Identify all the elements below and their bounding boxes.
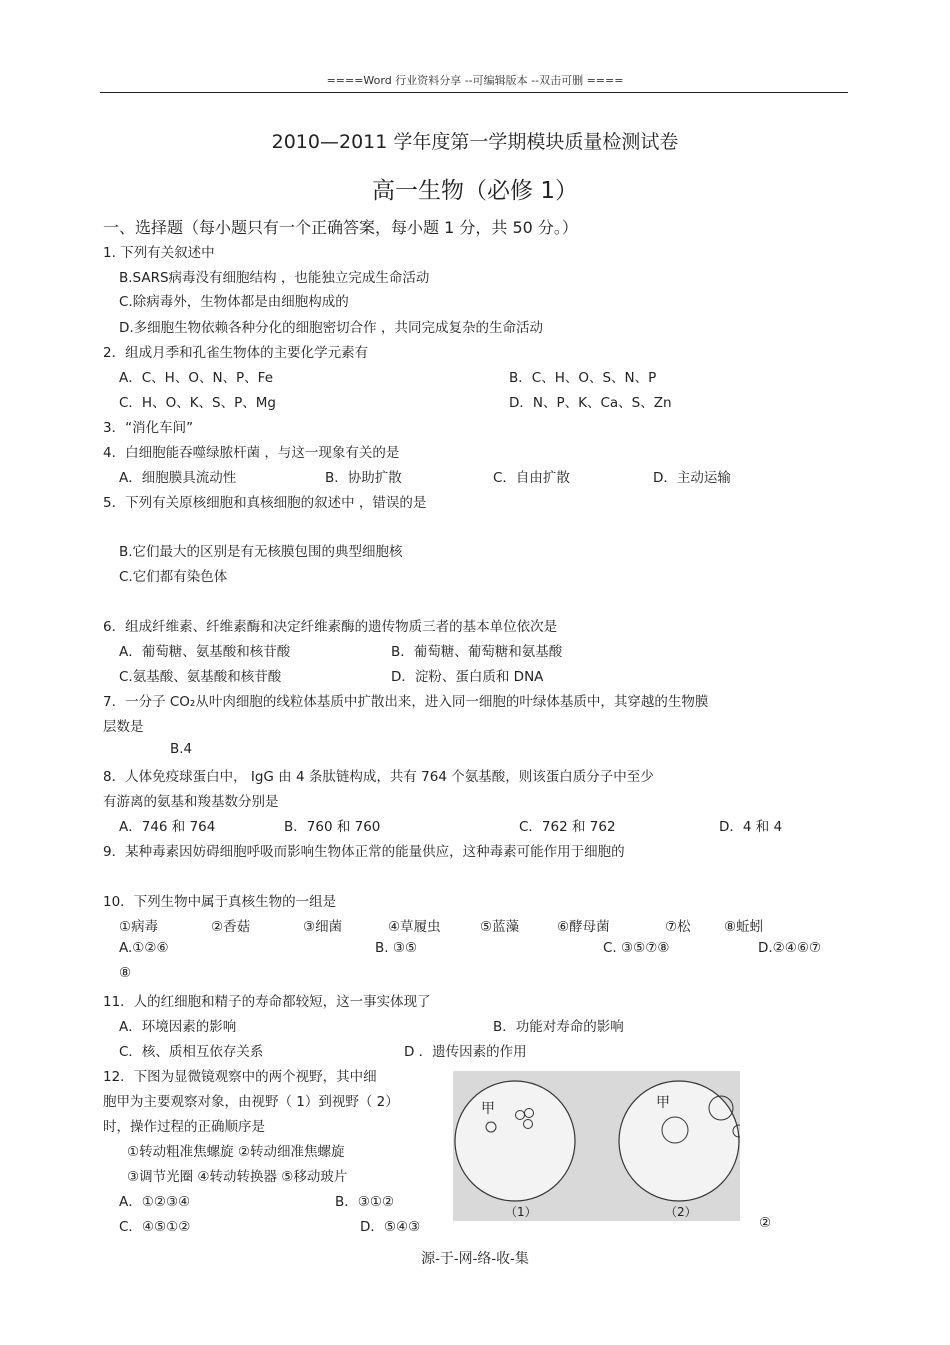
q10-stem: 10．下列生物中属于真核生物的一组是 — [103, 894, 337, 910]
field-1-label: （1） — [505, 1205, 537, 1219]
q10-item: ⑥酵母菌 — [557, 919, 610, 935]
q4-stem: 4．白细胞能吞噬绿脓杆菌 ，与这一现象有关的是 — [103, 445, 400, 461]
field-1-cell-label: 甲 — [481, 1101, 495, 1117]
q4-option-d: D．主动运输 — [653, 470, 731, 486]
q6-option-d: D．淀粉、蛋白质和 DNA — [391, 669, 544, 685]
exam-subtitle: 高一生物（必修 1） — [372, 178, 578, 204]
q5-stem: 5．下列有关原核细胞和真核细胞的叙述中 ，错误的是 — [103, 495, 427, 511]
q12-option-a: A．①②③④ — [119, 1194, 191, 1210]
q11-stem: 11．人的红细胞和精子的寿命都较短，这一事实体现了 — [103, 994, 431, 1010]
q11-option-d: D ．遗传因素的作用 — [404, 1044, 527, 1060]
q12-option-d-tail: ② — [759, 1215, 772, 1231]
q12-stem-line3: 时，操作过程的正确顺序是 — [103, 1119, 265, 1135]
q8-option-d: D．4 和 4 — [719, 819, 783, 835]
field-1-circle — [455, 1081, 575, 1201]
microscope-fields-figure — [453, 1071, 740, 1221]
q2-option-d: D．N、P、K、Ca、S、Zn — [509, 395, 672, 411]
q7-stem: 7．一分子 CO₂从叶肉细胞的线粒体基质中扩散出来，进入同一细胞的叶绿体基质中，其穿越的生物膜 — [103, 694, 709, 710]
q11-option-b: B．功能对寿命的影响 — [493, 1019, 624, 1035]
q10-option-d: D.②④⑥⑦ — [758, 940, 822, 956]
q5-option-b: B.它们最大的区别是有无核膜包围的典型细胞核 — [119, 544, 403, 560]
q10-item: ③细菌 — [303, 919, 343, 935]
q10-item: ②香菇 — [211, 919, 251, 935]
q2-stem: 2．组成月季和孔雀生物体的主要化学元素有 — [103, 345, 369, 361]
q1-option-d: D.多细胞生物依赖各种分化的细胞密切合作 ，共同完成复杂的生命活动 — [119, 320, 543, 336]
q12-stem-line2: 胞甲为主要观察对象，由视野（ 1）到视野（ 2） — [103, 1094, 399, 1110]
page-footer: 源-于-网-络-收-集 — [421, 1251, 529, 1267]
q1-option-c: C.除病毒外，生物体都是由细胞构成的 — [119, 294, 349, 310]
q10-option-d-cont: ⑧ — [119, 965, 132, 981]
q5-option-c: C.它们都有染色体 — [119, 569, 228, 585]
q8-stem: 8．人体免疫球蛋白中， IgG 由 4 条肽链构成，共有 764 个氨基酸，则该蛋白质分子中至少 — [103, 769, 654, 785]
q12-option-b: B．③①② — [335, 1194, 395, 1210]
q10-item: ⑤蓝藻 — [480, 919, 520, 935]
q6-option-c: C.氨基酸、氨基酸和核苷酸 — [119, 669, 282, 685]
q9-stem: 9．某种毒素因妨碍细胞呼吸而影响生物体正常的能量供应，这种毒素可能作用于细胞的 — [103, 844, 625, 860]
q12-steps-line2: ③调节光圈 ④转动转换器 ⑤移动玻片 — [127, 1169, 348, 1185]
q12-steps-line1: ①转动粗准焦螺旋 ②转动细准焦螺旋 — [127, 1144, 345, 1160]
exam-title: 2010—2011 学年度第一学期模块质量检测试卷 — [271, 131, 679, 153]
q6-stem: 6．组成纤维素、纤维素酶和决定纤维素酶的遗传物质三者的基本单位依次是 — [103, 619, 558, 635]
q10-item: ⑧蚯蚓 — [724, 919, 764, 935]
q6-option-a: A．葡萄糖、氨基酸和核苷酸 — [119, 644, 291, 660]
q10-option-a: A.①②⑥ — [119, 940, 169, 956]
q10-item: ④草履虫 — [388, 919, 441, 935]
q1-option-b: B.SARS病毒没有细胞结构 ，也能独立完成生命活动 — [119, 270, 430, 286]
q4-option-a: A．细胞膜具流动性 — [119, 470, 237, 486]
q4-option-c: C．自由扩散 — [493, 470, 570, 486]
header-rule — [100, 92, 848, 93]
q2-option-a: A．C、H、O、N、P、Fe — [119, 370, 274, 386]
q8-option-c: C．762 和 762 — [519, 819, 616, 835]
q12-option-d: D．⑤④③ — [360, 1219, 421, 1235]
field-2-cell-label: 甲 — [656, 1095, 670, 1111]
q10-item: ⑦松 — [665, 919, 691, 935]
q4-option-b: B．协助扩散 — [325, 470, 402, 486]
q2-option-c: C．H、O、K、S、P、Mg — [119, 395, 276, 411]
section-heading: 一、选择题（每小题只有一个正确答案，每小题 1 分，共 50 分。） — [103, 218, 578, 237]
q7-option-b: B.4 — [170, 741, 193, 757]
q11-option-a: A．环境因素的影响 — [119, 1019, 237, 1035]
q2-option-b: B．C、H、O、S、N、P — [509, 370, 657, 386]
page-header: ====Word 行业资料分享 --可编辑版本 --双击可删 ==== — [326, 74, 624, 87]
field-2-label: （2） — [665, 1205, 697, 1219]
q6-option-b: B．葡萄糖、葡萄糖和氨基酸 — [391, 644, 563, 660]
q10-option-c: C. ③⑤⑦⑧ — [603, 940, 670, 956]
q10-item: ①病毒 — [119, 919, 159, 935]
q3-stem: 3．“消化车间” — [103, 420, 194, 436]
q8-option-b: B．760 和 760 — [284, 819, 381, 835]
q11-option-c: C．核、质相互依存关系 — [119, 1044, 264, 1060]
q12-option-c: C．④⑤①② — [119, 1219, 191, 1235]
q1-stem: 1. 下列有关叙述中 — [103, 245, 215, 261]
q8-stem-cont: 有游离的氨基和羧基数分别是 — [103, 794, 279, 810]
q7-stem-cont: 层数是 — [103, 719, 144, 735]
q8-option-a: A．746 和 764 — [119, 819, 216, 835]
field-2-circle — [619, 1081, 739, 1201]
q12-stem-line1: 12．下图为显微镜观察中的两个视野，其中细 — [103, 1069, 377, 1085]
q10-option-b: B. ③⑤ — [375, 940, 418, 956]
